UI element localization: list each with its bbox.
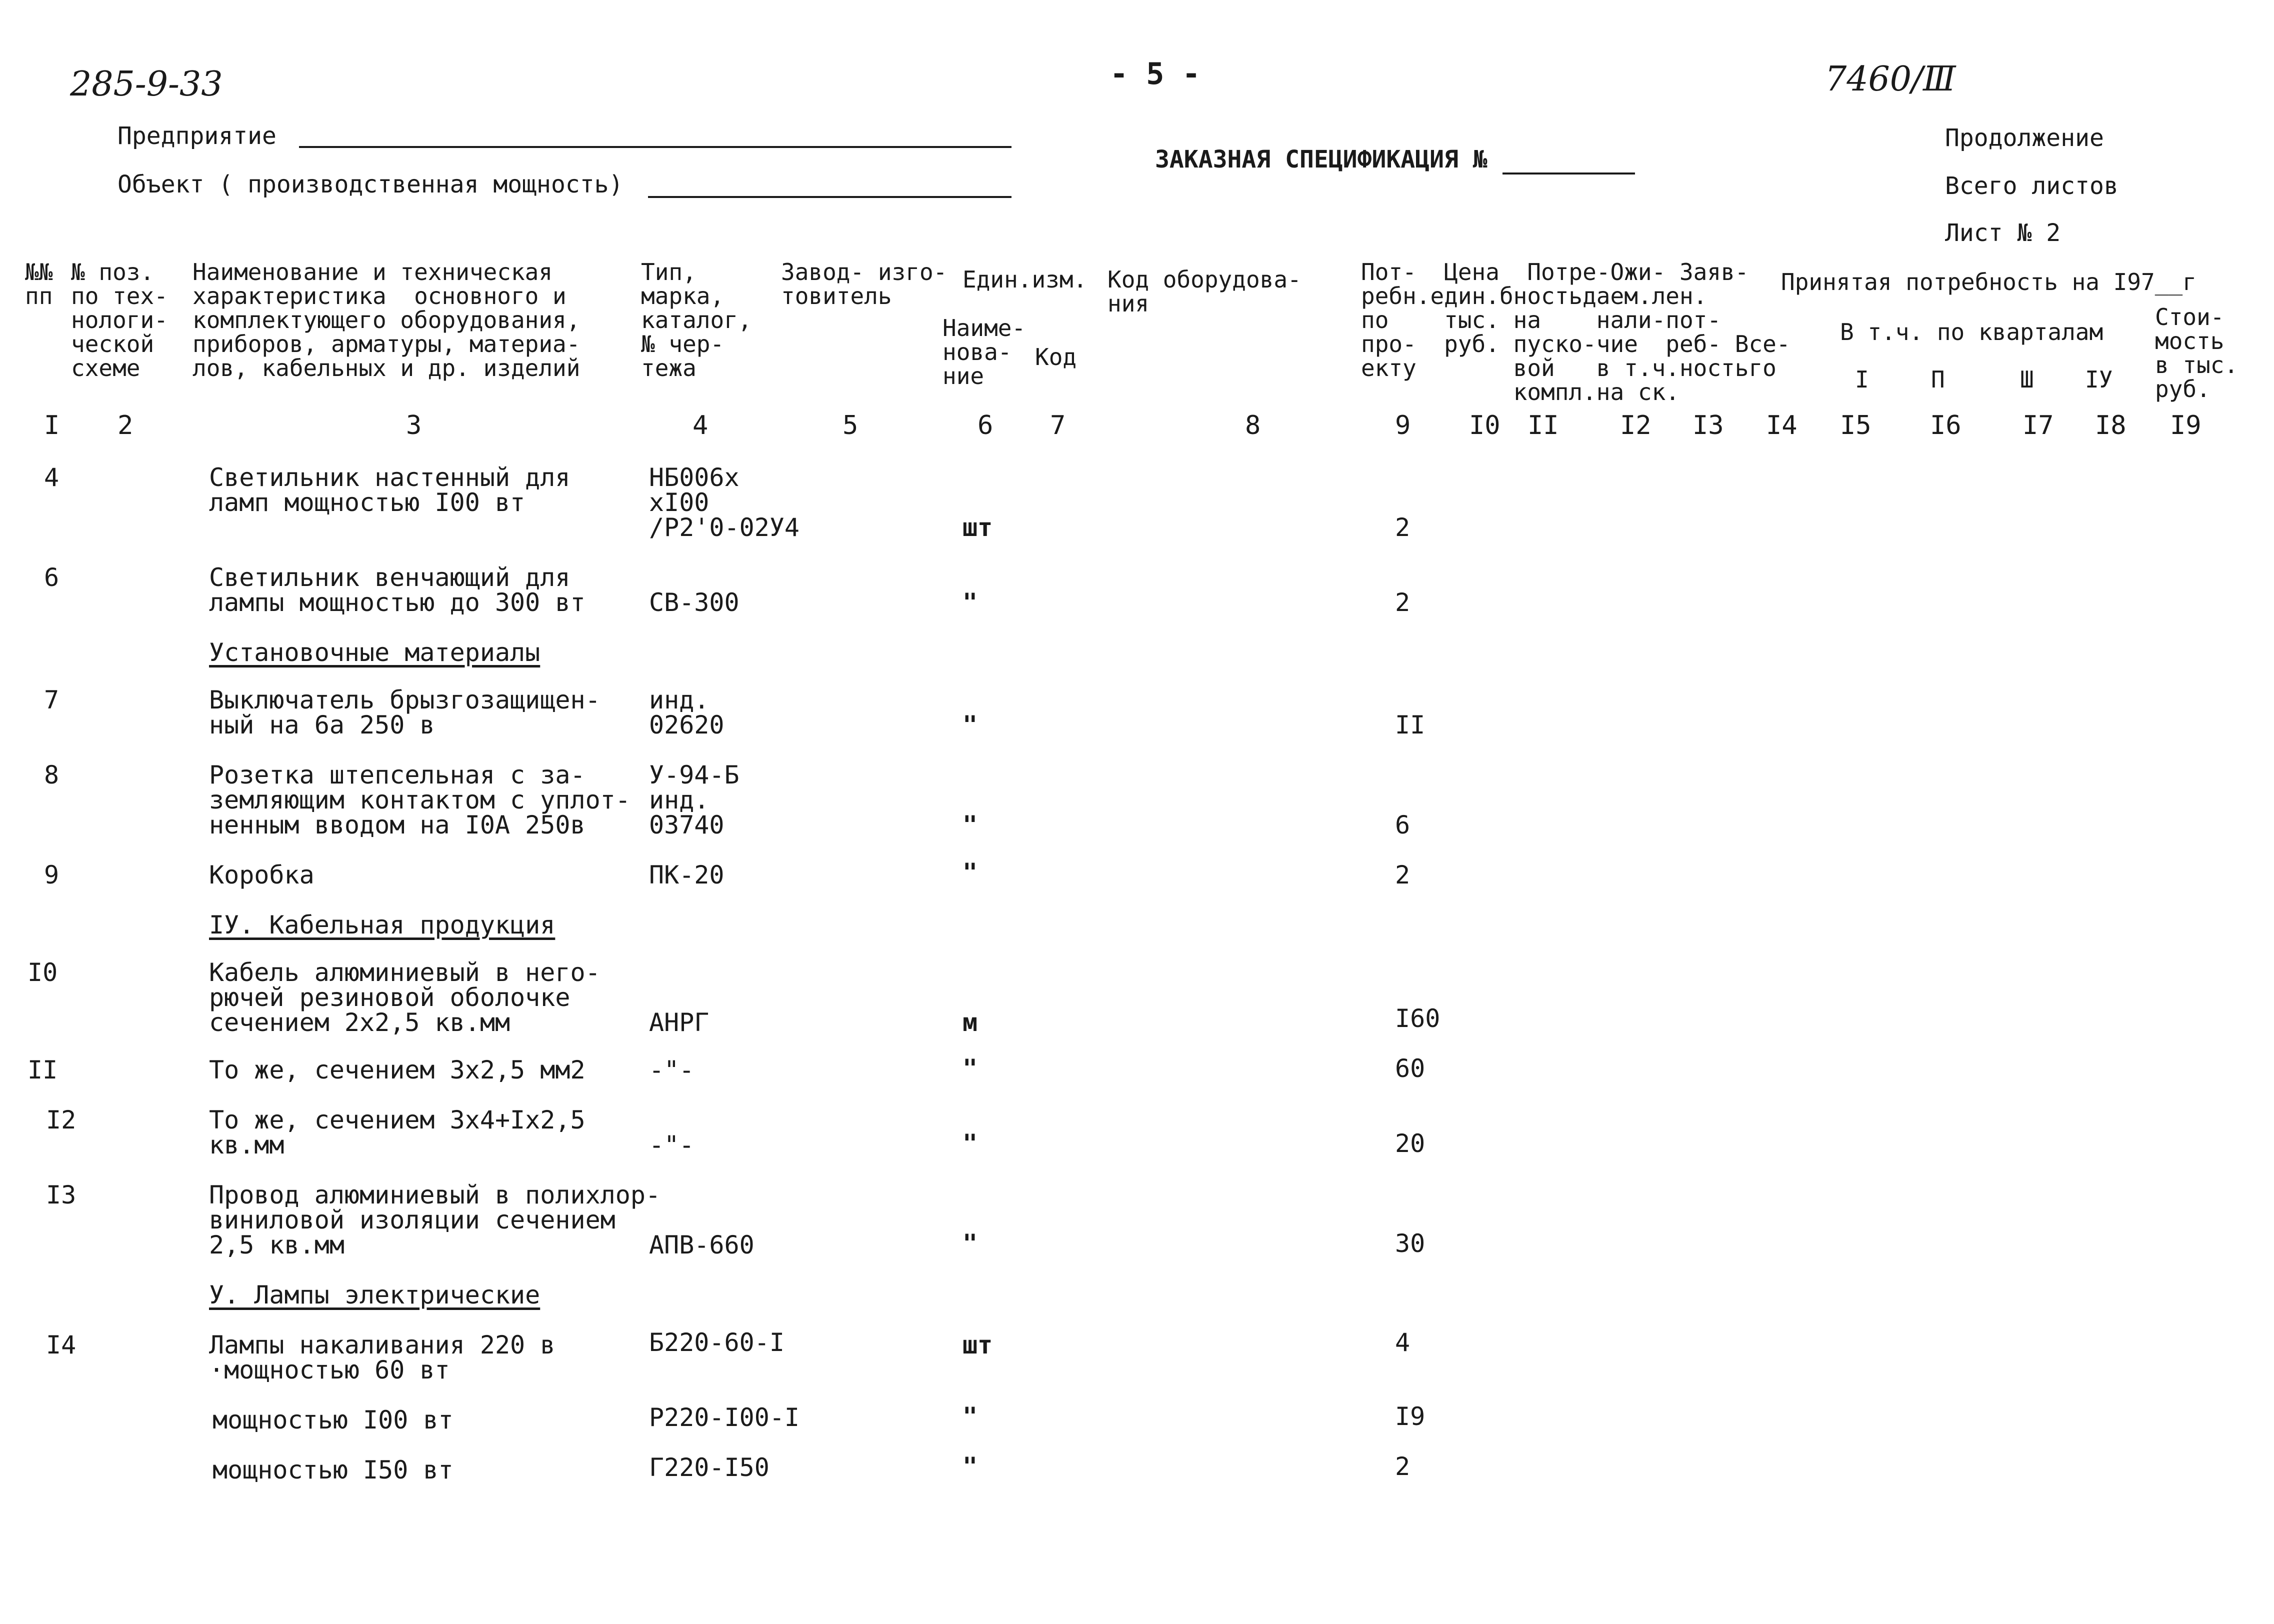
item-type: Г220-I50 <box>649 1453 770 1482</box>
object-field-line <box>648 196 1012 198</box>
item-type: СВ-300 <box>649 588 740 617</box>
row-number: 8 <box>44 760 60 790</box>
item-name: мощностью I00 вт <box>212 1406 454 1434</box>
item-name: Розетка штепсельная с за- земляющим контактом с уплот- ненным вводом на I0А 250в <box>209 760 630 840</box>
item-quantity: 2 <box>1395 860 1410 890</box>
item-unit: " <box>962 1402 978 1431</box>
row-number: I2 <box>46 1106 76 1134</box>
item-quantity: I9 <box>1395 1402 1426 1431</box>
row-number: 6 <box>44 563 60 592</box>
item-quantity: 2 <box>1395 588 1410 617</box>
col-number-19: I9 <box>2170 410 2202 440</box>
item-name: Светильник венчающий для лампы мощностью до 300 вт <box>209 563 586 617</box>
item-name: Коробка <box>209 860 314 890</box>
col-header-7: Код <box>1035 344 1077 370</box>
continuation-label: Продолжение <box>1945 124 2104 152</box>
col-header-2: № поз. по тех- нологи- ческой схеме <box>71 258 168 382</box>
item-quantity: 6 <box>1395 810 1410 840</box>
item-quantity: 2 <box>1395 513 1410 542</box>
col-number-5: 5 <box>842 410 858 440</box>
item-quantity: 4 <box>1395 1328 1410 1357</box>
row-number: 7 <box>44 686 60 714</box>
item-unit: " <box>962 1452 978 1481</box>
item-quantity: I60 <box>1395 1004 1440 1033</box>
col-number-12: I2 <box>1620 410 1652 440</box>
item-unit: шт <box>962 1330 993 1360</box>
item-quantity: 20 <box>1395 1129 1426 1158</box>
col-header-3: Наименование и техническая характеристика основного и комплектующего оборудования, приборов, арматуры, материа- лов, кабельных и др. изделий <box>192 258 580 382</box>
col-number-16: I6 <box>1930 410 1962 440</box>
col-header-6a: Наиме- нова- ние <box>942 314 1026 390</box>
item-unit: " <box>962 810 978 840</box>
col-number-4: 4 <box>692 410 708 440</box>
row-number: II <box>28 1056 58 1084</box>
object-label: Объект ( производственная мощность) <box>118 170 624 198</box>
col-number-15: I5 <box>1840 410 1872 440</box>
col-number-6: 6 <box>978 410 994 440</box>
row-number: I3 <box>46 1180 76 1210</box>
spec-title: ЗАКАЗНАЯ СПЕЦИФИКАЦИЯ № <box>1155 146 1488 174</box>
item-name: Выключатель брызгозащищен- ный на 6а 250 в <box>209 686 600 740</box>
page-number: - 5 - <box>1110 56 1200 92</box>
total-sheets-label: Всего листов <box>1945 172 2118 200</box>
col-number-13: I3 <box>1692 410 1724 440</box>
item-unit: шт <box>962 513 993 542</box>
spec-number-line <box>1502 172 1635 174</box>
item-name: мощностью I50 вт <box>212 1456 454 1484</box>
document-code: 285-9-33 <box>70 64 223 104</box>
item-type: АПВ-660 <box>649 1230 754 1260</box>
row-number: I0 <box>28 958 58 987</box>
item-type: инд. 02620 <box>649 686 724 740</box>
quarter-3: Ш <box>2020 366 2034 393</box>
item-type: ПК-20 <box>649 860 724 890</box>
sheet-number: Лист № 2 <box>1945 219 2061 247</box>
section-heading: У. Лампы электрические <box>209 1280 540 1310</box>
row-number: I4 <box>46 1330 76 1360</box>
item-unit: " <box>962 1129 978 1158</box>
section-heading: Установочные материалы <box>209 638 540 667</box>
item-unit: " <box>962 1054 978 1083</box>
row-number: 9 <box>44 860 60 890</box>
row-number: 4 <box>44 463 60 492</box>
enterprise-field-line <box>299 146 1012 148</box>
col-number-14: I4 <box>1766 410 1798 440</box>
col-number-10: I0 <box>1469 410 1500 440</box>
archive-number: 7460/Ⅲ <box>1825 60 1956 99</box>
item-name: То же, сечением 3х4+Iх2,5 кв.мм <box>209 1106 586 1160</box>
item-unit: " <box>962 588 978 617</box>
item-unit: " <box>962 858 978 887</box>
col-number-11: II <box>1528 410 1559 440</box>
item-quantity: 30 <box>1395 1229 1426 1258</box>
item-type: У-94-Б инд. 03740 <box>649 760 740 840</box>
col-number-9: 9 <box>1395 410 1411 440</box>
item-name: Кабель алюминиевый в него- рючей резиновой оболочке сечением 2х2,5 кв.мм <box>209 958 600 1037</box>
item-name: Светильник настенный для ламп мощностью I00 вт <box>209 463 570 517</box>
quarter-1: I <box>1855 366 1869 393</box>
col-header-1: №№ пп <box>25 258 53 310</box>
col-header-4: Тип, марка, каталог, № чер- тежа <box>641 258 752 382</box>
item-type: -"- <box>649 1056 694 1084</box>
quarter-4: IУ <box>2085 366 2113 393</box>
quarter-2: П <box>1931 366 1945 393</box>
col-header-9-14: Пот- Цена Потре-Ожи- Заяв- ребн.един.бностьдаем.лен. по тыс. на нали-пот- про- руб. пуско-чие реб- Все- екту вой в т.ч.ностьго компл.на ск. <box>1361 258 1790 406</box>
col-header-quarters: В т.ч. по кварталам <box>1840 318 2104 346</box>
enterprise-label: Предприятие <box>118 122 276 150</box>
item-unit: " <box>962 1229 978 1258</box>
col-header-accepted: Принятая потребность на I97__г <box>1781 268 2196 296</box>
item-type: -"- <box>649 1130 694 1160</box>
item-quantity: 2 <box>1395 1452 1410 1481</box>
item-name: То же, сечением 3х2,5 мм2 <box>209 1056 586 1084</box>
item-type: Б220-60-I <box>649 1328 784 1357</box>
item-quantity: 60 <box>1395 1054 1426 1083</box>
section-heading: IУ. Кабельная продукция <box>209 910 556 940</box>
col-number-7: 7 <box>1050 410 1066 440</box>
item-type: Р220-I00-I <box>649 1403 800 1432</box>
col-header-5: Завод- изго- товитель <box>781 258 948 310</box>
col-header-19: Стои- мость в тыс. руб. <box>2155 304 2238 402</box>
col-number-8: 8 <box>1245 410 1261 440</box>
item-unit: м <box>962 1008 978 1037</box>
item-name: Лампы накаливания 220 в ·мощностью 60 вт <box>209 1330 556 1384</box>
col-number-3: 3 <box>406 410 422 440</box>
item-unit: " <box>962 710 978 740</box>
col-number-18: I8 <box>2095 410 2126 440</box>
col-number-17: I7 <box>2022 410 2054 440</box>
item-type: НБ006х хI00 /Р2'0-02У4 <box>649 463 800 542</box>
item-type: АНРГ <box>649 1008 710 1037</box>
col-header-6: Един.изм. <box>962 266 1088 293</box>
col-number-2: 2 <box>118 410 134 440</box>
item-name: Провод алюминиевый в полихлор- виниловой изоляции сечением 2,5 кв.мм <box>209 1180 661 1260</box>
item-quantity: II <box>1395 710 1426 740</box>
col-header-8: Код оборудова- ния <box>1108 266 1302 317</box>
col-number-1: I <box>44 410 60 440</box>
